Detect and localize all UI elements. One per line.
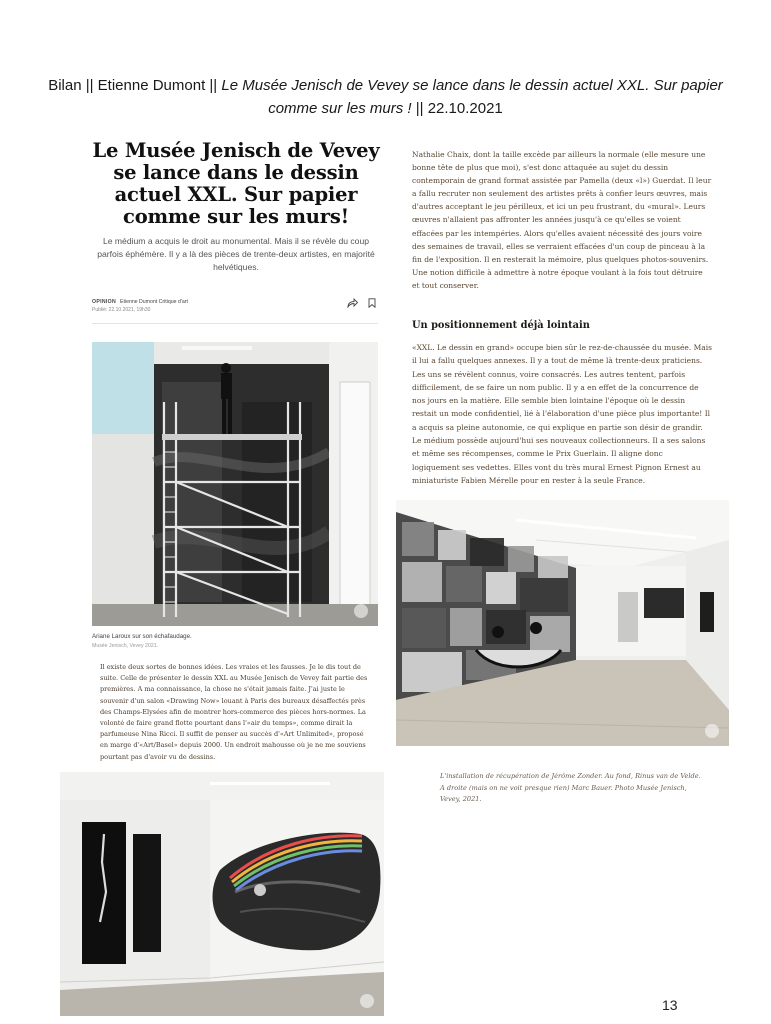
meta-divider: [92, 323, 378, 324]
header-date: || 22.10.2021: [411, 100, 503, 117]
section-label: OPINION: [92, 299, 117, 305]
article-lede: Le médium a acquis le droit au monumental. Mais il se révèle du coup parfois éphémère. Il y a là des pièces de trente-deux artistes, en majorité helvétiques.: [97, 236, 375, 272]
article-title: Le Musée Jenisch de Vevey se lance dans le dessin actuel XXL. Sur papier comme sur les murs!: [92, 139, 380, 228]
photo2-caption: L'installation de récupération de Jérôme Zonder. Au fond, Rinus van de Velde. A droite (mais on ne voit presque rien) Marc Bauer. Photo Musée Jenisch, Vevey, 2021.: [440, 772, 701, 803]
photo-whale-installation: [60, 772, 384, 1016]
photo1-caption: Ariane Laroux sur son échafaudage. Musée Jenisch, Vevey 2021.: [92, 632, 378, 651]
body-right-paragraph-2: «XXL. Le dessin en grand» occupe bien sûr le rez-de-chaussée du musée. Mais il lui a fallu quelques annexes. Il y a tout de même là trente-deux praticiens. Les uns se révèlent connus, voire consacrés. Les autres tentent, parfois difficilement, de se faire un nom public. Il y a en effet de la concurrence de nos jours en la matière. Elle semble bien lointaine l'époque où le dessin restait un mode confidentiel, lié à l'élaboration d'une pièce plus importante! Il a acquis sa pleine autonomie, ce qui explique en partie son désir de grandir. Le médium possède aujourd'hui ses nouveaux collectionneurs. Il a ses salons et même ses récompenses, comme le Prix Guerlain. Il aligne donc logiquement ses vedettes. Elles vont du très mural Ernest Pignon Ernest au miniaturiste Fabien Mérelle pour en rester à la seule France.: [412, 343, 712, 485]
share-icon[interactable]: [347, 298, 358, 308]
body-right-paragraph-1: Nathalie Chaix, dont la taille excède par ailleurs la normale (elle mesure une bonne tête de plus que moi), s'est donc attaquée au sujet du dessin contemporain de grand format assistée par Pamella (deux «l») Guerdat. Il leur a fallu recruter non seulement des artistes prêts à confier leurs œuvres, mais d'autres acceptant le jeu périlleux, et ici un peu frustrant, du «mural». Leurs œuvres n'allaient pas affronter les années jusqu'à ce qu'elles se voient effacées par les intempéries. Alors qu'elles avaient nécessité des jours voire des semaines de travail, elles se verraient effacées d'un coup de pinceau à la fin de l'exposition. Il en resterait la mémoire, plus quelques photos-souvenirs. Une notion difficile à admettre à notre époque voulant à la fois tout détruire et tout conserver.: [412, 150, 712, 290]
body-left-paragraph: Il existe deux sortes de bonnes idées. Les vraies et les fausses. Je le dis tout de suite. Celle de présenter le dessin XXL au Musée Jenisch de Vevey fait partie des premières. A ma connaissance, la chose ne s'était jamais faite. J'ai juste le souvenir d'un salon «Drawing Now» louant à Paris des bureaux désaffectés près des Champs-Elysées afin de montrer hors-commerce des pièces hors-normes. La volonté de faire grand flotte pourtant dans l'«air du temps», comme dirait la parfumeuse Nina Ricci. Il suffit de penser au succès d'«Art Unlimited», proposé en marge d'«Art/Basel» depuis 2000. Un endroit mahousse où je ne me souviens pourtant pas d'avoir vu de dessins.: [100, 663, 368, 761]
expand-icon[interactable]: [360, 994, 374, 1008]
expand-icon[interactable]: [705, 724, 719, 738]
publish-date: Publié: 22.10.2021, 19h30: [92, 307, 151, 313]
bookmark-icon[interactable]: [368, 298, 376, 308]
section-subheading: Un positionnement déjà lointain: [412, 320, 590, 331]
author-label: Etienne Dumont Critique d'art: [120, 299, 188, 305]
document-header: [40, 74, 731, 120]
expand-icon[interactable]: [354, 604, 368, 618]
page-number: 13: [662, 997, 678, 1013]
article-meta: [92, 298, 378, 320]
photo-gallery-installation: [396, 500, 729, 746]
header-prefix: Bilan || Etienne Dumont ||: [48, 77, 222, 94]
photo1-credit: Musée Jenisch, Vevey 2021.: [92, 643, 159, 649]
header-title: Le Musée Jenisch de Vevey se lance dans le dessin actuel XXL. Sur papier comme sur les murs !: [221, 77, 723, 117]
photo-scaffolding: [92, 342, 378, 626]
